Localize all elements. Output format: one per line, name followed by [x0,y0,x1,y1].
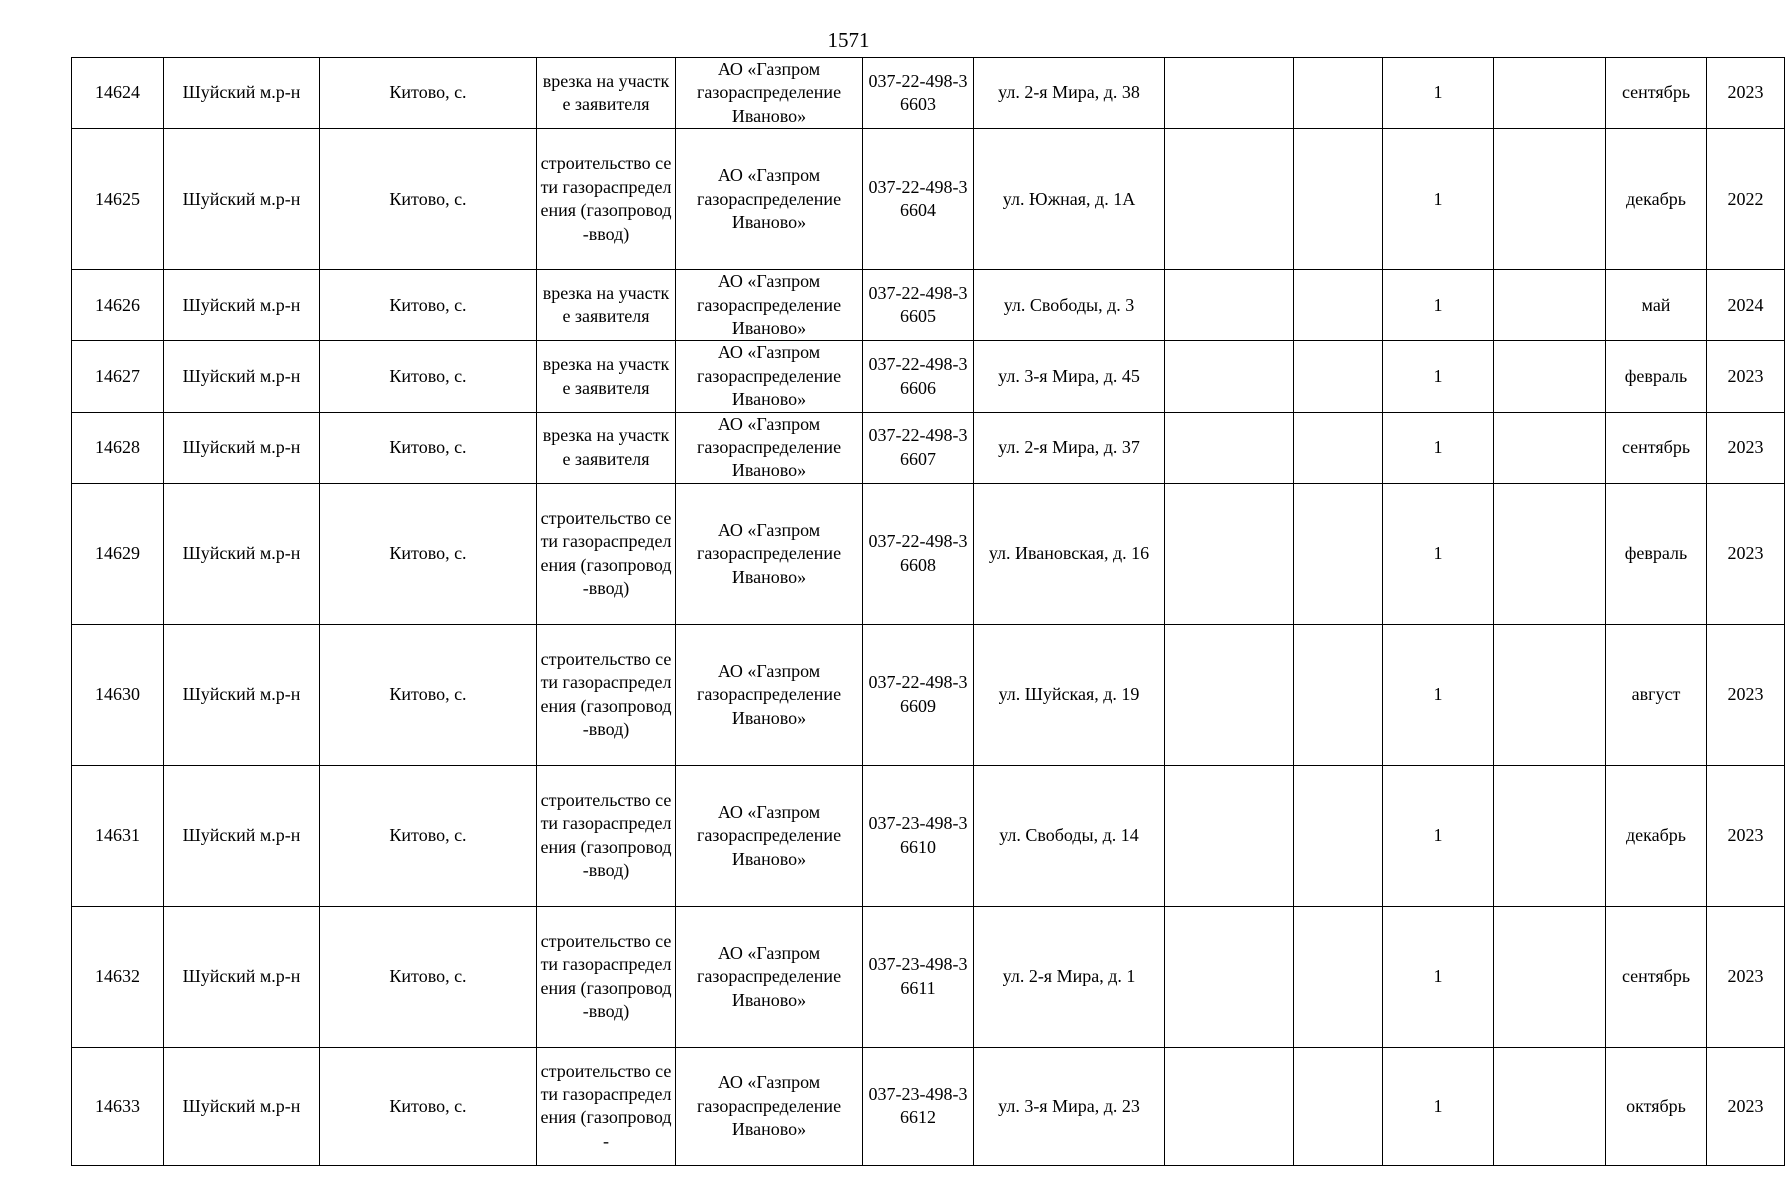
table-row [72,129,1785,270]
cell-year: 2023 [1707,1047,1785,1165]
cell-col9 [1294,1047,1383,1165]
cell-year: 2023 [1707,906,1785,1047]
cell-num: 14628 [72,412,164,483]
cell-count: 1 [1383,129,1494,270]
cell-locality: Китово, с. [320,129,537,270]
cell-organization: АО «Газпром газораспределение Иваново» [676,483,863,624]
cell-col9 [1294,483,1383,624]
cell-num: 14627 [72,341,164,412]
cell-month: февраль [1606,483,1707,624]
cell-num: 14630 [72,624,164,765]
cell-organization: АО «Газпром газораспределение Иваново» [676,58,863,129]
cell-work-type: врезка на участке заявителя [537,58,676,129]
cell-code: 037-23-498-36611 [863,906,974,1047]
cell-col9 [1294,58,1383,129]
cell-work-type: строительство сети газораспределения (газопровод-ввод) [537,765,676,906]
cell-district: Шуйский м.р-н [164,341,320,412]
cell-count: 1 [1383,906,1494,1047]
cell-col9 [1294,624,1383,765]
cell-count: 1 [1383,341,1494,412]
cell-address: ул. Свободы, д. 14 [974,765,1165,906]
cell-locality: Китово, с. [320,412,537,483]
cell-count: 1 [1383,624,1494,765]
cell-col9 [1294,270,1383,341]
cell-district: Шуйский м.р-н [164,1047,320,1165]
cell-num: 14624 [72,58,164,129]
cell-num: 14625 [72,129,164,270]
cell-col11 [1494,906,1606,1047]
cell-organization: АО «Газпром газораспределение Иваново» [676,270,863,341]
table-row [72,270,1785,341]
cell-col8 [1165,1047,1294,1165]
cell-code: 037-23-498-36612 [863,1047,974,1165]
cell-col8 [1165,765,1294,906]
cell-year: 2023 [1707,412,1785,483]
cell-work-type: врезка на участке заявителя [537,412,676,483]
cell-address: ул. 2-я Мира, д. 38 [974,58,1165,129]
cell-col11 [1494,341,1606,412]
cell-organization: АО «Газпром газораспределение Иваново» [676,412,863,483]
cell-year: 2023 [1707,58,1785,129]
cell-district: Шуйский м.р-н [164,483,320,624]
cell-work-type: врезка на участке заявителя [537,270,676,341]
cell-organization: АО «Газпром газораспределение Иваново» [676,1047,863,1165]
cell-num: 14626 [72,270,164,341]
cell-col11 [1494,1047,1606,1165]
cell-year: 2023 [1707,624,1785,765]
cell-month: сентябрь [1606,412,1707,483]
cell-count: 1 [1383,483,1494,624]
cell-code: 037-22-498-36603 [863,58,974,129]
cell-count: 1 [1383,58,1494,129]
table-row [72,412,1785,483]
cell-num: 14629 [72,483,164,624]
table-row [72,483,1785,624]
cell-work-type: строительство сети газораспределения (газопровод-ввод) [537,129,676,270]
cell-code: 037-22-498-36606 [863,341,974,412]
cell-work-type: строительство сети газораспределения (газопровод-ввод) [537,906,676,1047]
table-row [72,341,1785,412]
cell-code: 037-22-498-36609 [863,624,974,765]
cell-month: сентябрь [1606,58,1707,129]
cell-col8 [1165,483,1294,624]
cell-district: Шуйский м.р-н [164,58,320,129]
cell-num: 14632 [72,906,164,1047]
cell-address: ул. 2-я Мира, д. 37 [974,412,1165,483]
cell-code: 037-22-498-36604 [863,129,974,270]
cell-col11 [1494,483,1606,624]
cell-num: 14633 [72,1047,164,1165]
cell-col8 [1165,58,1294,129]
cell-address: ул. 2-я Мира, д. 1 [974,906,1165,1047]
cell-address: ул. 3-я Мира, д. 23 [974,1047,1165,1165]
page-number: 1571 [827,28,870,52]
cell-col8 [1165,906,1294,1047]
table-row [72,1047,1785,1165]
cell-col11 [1494,412,1606,483]
cell-locality: Китово, с. [320,906,537,1047]
cell-work-type: врезка на участке заявителя [537,341,676,412]
cell-district: Шуйский м.р-н [164,624,320,765]
cell-district: Шуйский м.р-н [164,765,320,906]
cell-year: 2023 [1707,341,1785,412]
table-row [72,906,1785,1047]
cell-address: ул. Свободы, д. 3 [974,270,1165,341]
cell-col8 [1165,270,1294,341]
cell-month: февраль [1606,341,1707,412]
cell-col11 [1494,270,1606,341]
cell-locality: Китово, с. [320,58,537,129]
cell-locality: Китово, с. [320,1047,537,1165]
cell-organization: АО «Газпром газораспределение Иваново» [676,765,863,906]
cell-address: ул. Шуйская, д. 19 [974,624,1165,765]
cell-year: 2022 [1707,129,1785,270]
cell-col8 [1165,624,1294,765]
cell-locality: Китово, с. [320,483,537,624]
cell-col11 [1494,765,1606,906]
cell-num: 14631 [72,765,164,906]
cell-district: Шуйский м.р-н [164,270,320,341]
cell-col8 [1165,412,1294,483]
cell-month: октябрь [1606,1047,1707,1165]
cell-code: 037-22-498-36605 [863,270,974,341]
cell-work-type: строительство сети газораспределения (газопровод-ввод) [537,624,676,765]
table-row [72,58,1785,129]
cell-col8 [1165,129,1294,270]
cell-col11 [1494,624,1606,765]
cell-col8 [1165,341,1294,412]
cell-col9 [1294,906,1383,1047]
table-row [72,624,1785,765]
registry-table [71,57,1785,1166]
cell-month: декабрь [1606,765,1707,906]
cell-address: ул. 3-я Мира, д. 45 [974,341,1165,412]
cell-locality: Китово, с. [320,270,537,341]
cell-code: 037-22-498-36608 [863,483,974,624]
cell-count: 1 [1383,1047,1494,1165]
cell-address: ул. Южная, д. 1А [974,129,1165,270]
cell-col9 [1294,765,1383,906]
cell-month: май [1606,270,1707,341]
cell-organization: АО «Газпром газораспределение Иваново» [676,341,863,412]
cell-locality: Китово, с. [320,341,537,412]
cell-district: Шуйский м.р-н [164,412,320,483]
cell-month: декабрь [1606,129,1707,270]
cell-work-type: строительство сети газораспределения (газопровод-ввод) [537,483,676,624]
cell-year: 2023 [1707,765,1785,906]
cell-organization: АО «Газпром газораспределение Иваново» [676,624,863,765]
cell-col9 [1294,129,1383,270]
cell-locality: Китово, с. [320,765,537,906]
cell-col9 [1294,341,1383,412]
cell-organization: АО «Газпром газораспределение Иваново» [676,129,863,270]
cell-year: 2023 [1707,483,1785,624]
cell-col11 [1494,129,1606,270]
cell-district: Шуйский м.р-н [164,129,320,270]
cell-year: 2024 [1707,270,1785,341]
cell-organization: АО «Газпром газораспределение Иваново» [676,906,863,1047]
cell-code: 037-22-498-36607 [863,412,974,483]
cell-count: 1 [1383,412,1494,483]
table-row [72,765,1785,906]
cell-count: 1 [1383,270,1494,341]
cell-month: август [1606,624,1707,765]
cell-col11 [1494,58,1606,129]
cell-month: сентябрь [1606,906,1707,1047]
cell-work-type: строительство сети газораспределения (газопровод- [537,1047,676,1165]
cell-address: ул. Ивановская, д. 16 [974,483,1165,624]
cell-district: Шуйский м.р-н [164,906,320,1047]
cell-locality: Китово, с. [320,624,537,765]
cell-code: 037-23-498-36610 [863,765,974,906]
cell-count: 1 [1383,765,1494,906]
cell-col9 [1294,412,1383,483]
